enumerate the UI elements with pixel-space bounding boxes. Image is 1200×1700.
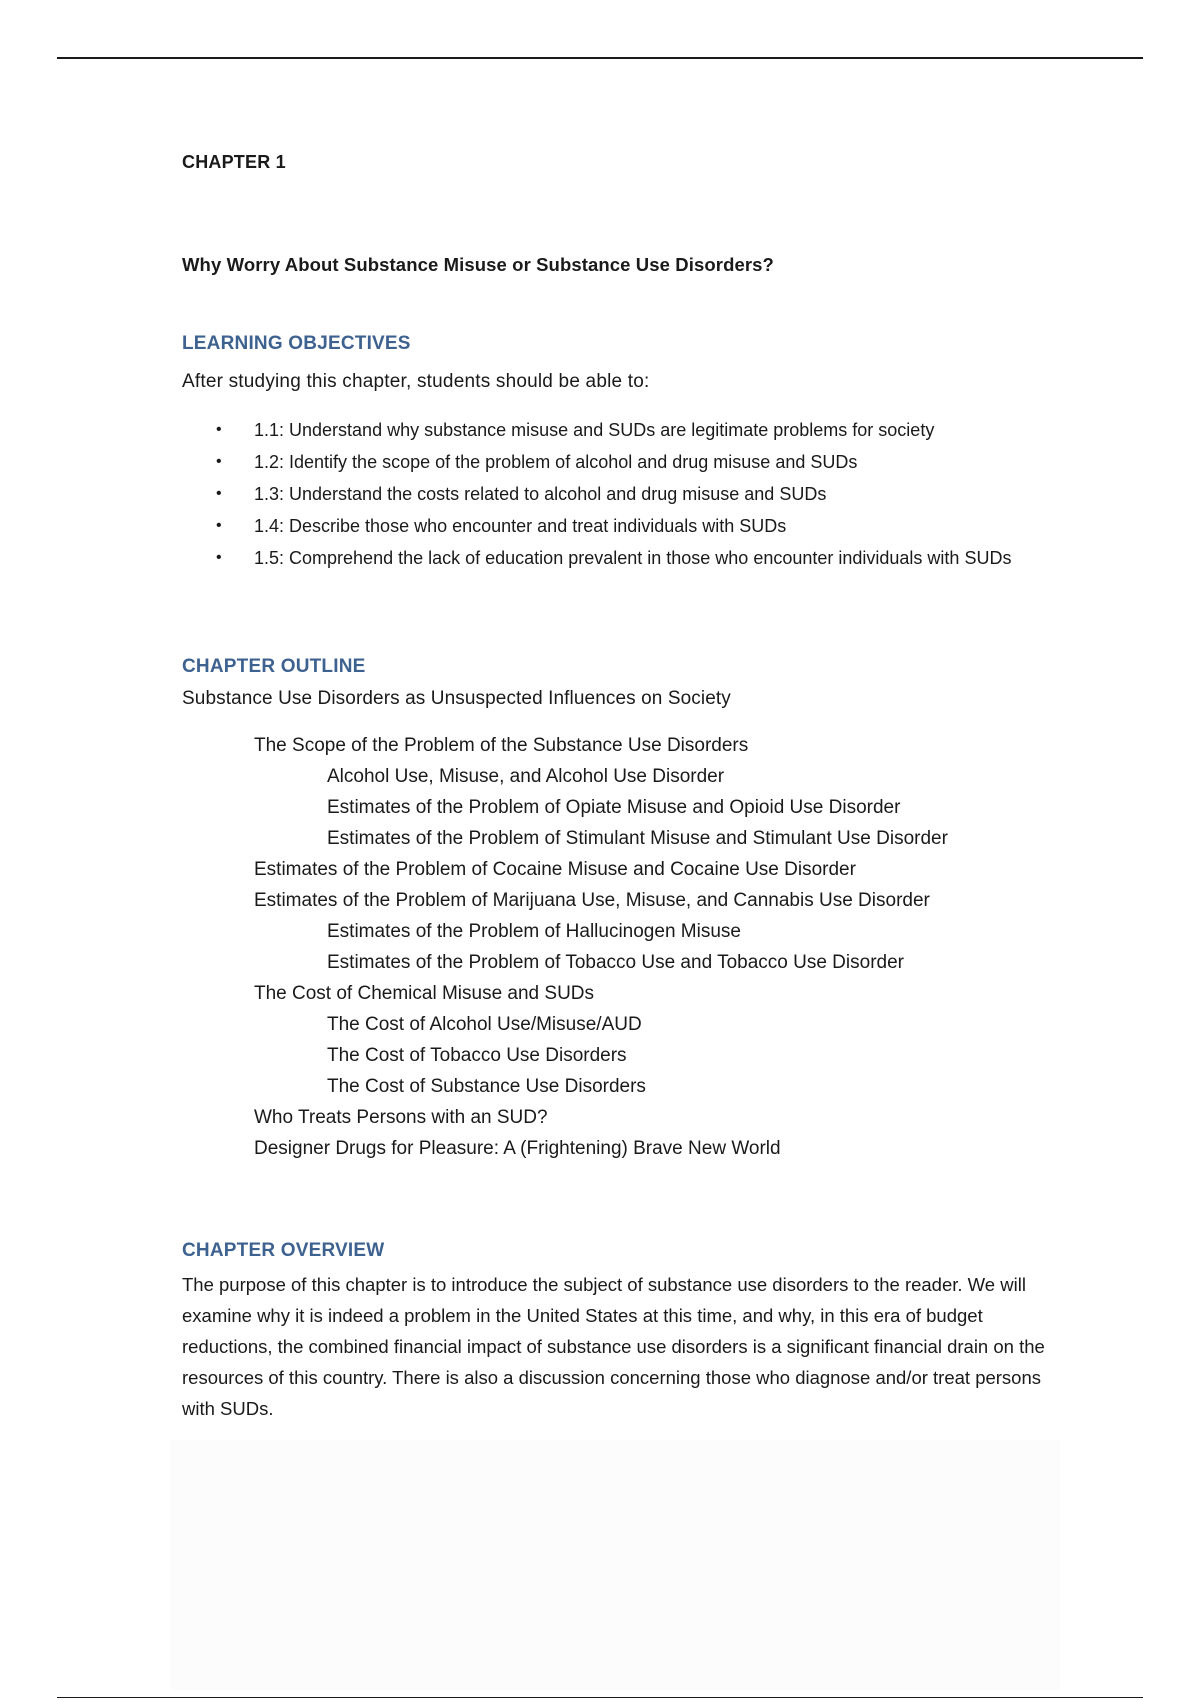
bullet-icon: • (216, 517, 222, 534)
outline-item: Estimates of the Problem of Marijuana Use, Misuse, and Cannabis Use Disorder (254, 890, 930, 911)
objectives-list (182, 414, 1042, 574)
chapter-overview-heading: CHAPTER OVERVIEW (182, 1240, 385, 1261)
objective-item (182, 446, 1042, 478)
objective-item (182, 510, 1042, 542)
objective-text: 1.4: Describe those who encounter and treat individuals with SUDs (254, 516, 787, 536)
outline-subitem: Estimates of the Problem of Opiate Misuse and Opioid Use Disorder (327, 797, 901, 818)
outline-root-item: Substance Use Disorders as Unsuspected Influences on Society (182, 688, 731, 709)
outline-subitem: Estimates of the Problem of Tobacco Use and Tobacco Use Disorder (327, 952, 904, 973)
outline-item: Designer Drugs for Pleasure: A (Frightening) Brave New World (254, 1138, 781, 1159)
chapter-label: CHAPTER 1 (182, 152, 286, 172)
learning-objectives-heading: LEARNING OBJECTIVES (182, 333, 411, 354)
objective-text: 1.2: Identify the scope of the problem of alcohol and drug misuse and SUDs (254, 452, 858, 472)
outline-subitem: The Cost of Alcohol Use/Misuse/AUD (327, 1014, 642, 1035)
chapter-outline-heading: CHAPTER OUTLINE (182, 656, 366, 677)
overview-paragraph: The purpose of this chapter is to introduce the subject of substance use disorders to the reader. We will examine why it is indeed a problem in the United States at this time, and why, in this era of budget reductions, the combined financial impact of substance use disorders is a significant financial drain on the resources of this country. There is also a discussion concerning those who diagnose and/or treat persons with SUDs. (182, 1274, 1045, 1419)
outline-subitem: The Cost of Tobacco Use Disorders (327, 1045, 627, 1066)
bullet-icon: • (216, 485, 222, 502)
outline-item: The Cost of Chemical Misuse and SUDs (254, 983, 595, 1004)
outline-subitem: Estimates of the Problem of Hallucinogen Misuse (327, 921, 741, 942)
objective-item (182, 478, 1042, 510)
bullet-icon: • (216, 421, 222, 438)
objective-item (182, 542, 1042, 574)
outline-list (182, 730, 1082, 1164)
bullet-icon: • (216, 453, 222, 470)
document-page (182, 0, 1082, 1690)
outline-item: Who Treats Persons with an SUD? (254, 1107, 548, 1128)
objective-text: 1.3: Understand the costs related to alcohol and drug misuse and SUDs (254, 484, 827, 504)
outline-subitem: The Cost of Substance Use Disorders (327, 1076, 646, 1097)
objective-text: 1.1: Understand why substance misuse and SUDs are legitimate problems for society (254, 420, 935, 440)
objective-text: 1.5: Comprehend the lack of education prevalent in those who encounter individuals with SUDs (254, 548, 1012, 568)
chapter-title: Why Worry About Substance Misuse or Substance Use Disorders? (182, 254, 774, 275)
outline-subitem: Alcohol Use, Misuse, and Alcohol Use Disorder (327, 766, 725, 787)
outline-item: Estimates of the Problem of Cocaine Misuse and Cocaine Use Disorder (254, 859, 856, 880)
objective-item (182, 414, 1042, 446)
bottom-rule (57, 1697, 1143, 1698)
bullet-icon: • (216, 549, 222, 566)
objectives-intro: After studying this chapter, students should be able to: (182, 371, 650, 392)
outline-subitem: Estimates of the Problem of Stimulant Misuse and Stimulant Use Disorder (327, 828, 948, 849)
outline-item: The Scope of the Problem of the Substance Use Disorders (254, 735, 749, 756)
